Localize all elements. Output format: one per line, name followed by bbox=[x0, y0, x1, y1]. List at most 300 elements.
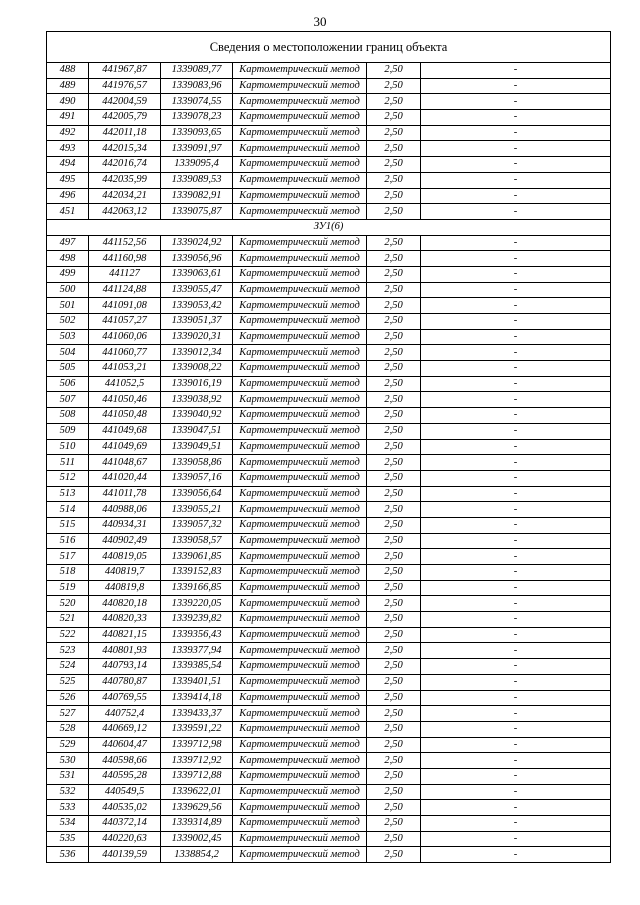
accuracy-cell: 2,50 bbox=[367, 188, 421, 204]
accuracy-cell: 2,50 bbox=[367, 157, 421, 173]
description-cell: - bbox=[421, 329, 611, 345]
description-cell: - bbox=[421, 94, 611, 110]
point-number-cell: 495 bbox=[47, 172, 89, 188]
table-row bbox=[47, 737, 611, 753]
method-cell: Картометрический метод bbox=[233, 659, 367, 675]
table-row bbox=[47, 847, 611, 863]
table-row bbox=[47, 235, 611, 251]
section-row bbox=[47, 219, 611, 235]
x-coordinate-cell: 442063,12 bbox=[89, 204, 161, 220]
description-cell: - bbox=[421, 314, 611, 330]
method-cell: Картометрический метод bbox=[233, 94, 367, 110]
x-coordinate-cell: 441052,5 bbox=[89, 376, 161, 392]
table-row bbox=[47, 768, 611, 784]
accuracy-cell: 2,50 bbox=[367, 298, 421, 314]
method-cell: Картометрический метод bbox=[233, 674, 367, 690]
point-number-cell: 512 bbox=[47, 470, 89, 486]
point-number-cell: 488 bbox=[47, 63, 89, 79]
method-cell: Картометрический метод bbox=[233, 455, 367, 471]
y-coordinate-cell: 1339356,43 bbox=[161, 627, 233, 643]
table-row bbox=[47, 533, 611, 549]
accuracy-cell: 2,50 bbox=[367, 78, 421, 94]
description-cell: - bbox=[421, 408, 611, 424]
table-row bbox=[47, 627, 611, 643]
x-coordinate-cell: 442004,59 bbox=[89, 94, 161, 110]
table-row bbox=[47, 659, 611, 675]
table-row bbox=[47, 690, 611, 706]
x-coordinate-cell: 440139,59 bbox=[89, 847, 161, 863]
y-coordinate-cell: 1339152,83 bbox=[161, 565, 233, 581]
description-cell: - bbox=[421, 486, 611, 502]
x-coordinate-cell: 441060,77 bbox=[89, 345, 161, 361]
point-number-cell: 520 bbox=[47, 596, 89, 612]
accuracy-cell: 2,50 bbox=[367, 502, 421, 518]
accuracy-cell: 2,50 bbox=[367, 408, 421, 424]
accuracy-cell: 2,50 bbox=[367, 831, 421, 847]
x-coordinate-cell: 441048,67 bbox=[89, 455, 161, 471]
description-cell: - bbox=[421, 439, 611, 455]
description-cell: - bbox=[421, 800, 611, 816]
coordinates-table bbox=[46, 31, 611, 863]
point-number-cell: 490 bbox=[47, 94, 89, 110]
y-coordinate-cell: 1339433,37 bbox=[161, 706, 233, 722]
point-number-cell: 519 bbox=[47, 580, 89, 596]
x-coordinate-cell: 441160,98 bbox=[89, 251, 161, 267]
description-cell: - bbox=[421, 659, 611, 675]
accuracy-cell: 2,50 bbox=[367, 690, 421, 706]
accuracy-cell: 2,50 bbox=[367, 784, 421, 800]
section-label: ЗУ1(6) bbox=[47, 219, 611, 235]
accuracy-cell: 2,50 bbox=[367, 517, 421, 533]
description-cell: - bbox=[421, 63, 611, 79]
x-coordinate-cell: 440902,49 bbox=[89, 533, 161, 549]
description-cell: - bbox=[421, 517, 611, 533]
x-coordinate-cell: 440669,12 bbox=[89, 721, 161, 737]
description-cell: - bbox=[421, 251, 611, 267]
y-coordinate-cell: 1339012,34 bbox=[161, 345, 233, 361]
accuracy-cell: 2,50 bbox=[367, 486, 421, 502]
accuracy-cell: 2,50 bbox=[367, 235, 421, 251]
description-cell: - bbox=[421, 266, 611, 282]
accuracy-cell: 2,50 bbox=[367, 251, 421, 267]
y-coordinate-cell: 1339629,56 bbox=[161, 800, 233, 816]
x-coordinate-cell: 442034,21 bbox=[89, 188, 161, 204]
table-row bbox=[47, 408, 611, 424]
accuracy-cell: 2,50 bbox=[367, 376, 421, 392]
method-cell: Картометрический метод bbox=[233, 251, 367, 267]
x-coordinate-cell: 440801,93 bbox=[89, 643, 161, 659]
x-coordinate-cell: 440819,8 bbox=[89, 580, 161, 596]
x-coordinate-cell: 440535,02 bbox=[89, 800, 161, 816]
point-number-cell: 497 bbox=[47, 235, 89, 251]
x-coordinate-cell: 440220,63 bbox=[89, 831, 161, 847]
table-row bbox=[47, 565, 611, 581]
y-coordinate-cell: 1339002,45 bbox=[161, 831, 233, 847]
point-number-cell: 505 bbox=[47, 361, 89, 377]
method-cell: Картометрический метод bbox=[233, 172, 367, 188]
table-row bbox=[47, 298, 611, 314]
method-cell: Картометрический метод bbox=[233, 235, 367, 251]
point-number-cell: 522 bbox=[47, 627, 89, 643]
y-coordinate-cell: 1339093,65 bbox=[161, 125, 233, 141]
x-coordinate-cell: 441124,88 bbox=[89, 282, 161, 298]
accuracy-cell: 2,50 bbox=[367, 423, 421, 439]
description-cell: - bbox=[421, 172, 611, 188]
accuracy-cell: 2,50 bbox=[367, 627, 421, 643]
point-number-cell: 500 bbox=[47, 282, 89, 298]
x-coordinate-cell: 441967,87 bbox=[89, 63, 161, 79]
table-row bbox=[47, 486, 611, 502]
method-cell: Картометрический метод bbox=[233, 565, 367, 581]
table-row bbox=[47, 800, 611, 816]
accuracy-cell: 2,50 bbox=[367, 800, 421, 816]
description-cell: - bbox=[421, 753, 611, 769]
y-coordinate-cell: 1339024,92 bbox=[161, 235, 233, 251]
x-coordinate-cell: 440780,87 bbox=[89, 674, 161, 690]
table-row bbox=[47, 63, 611, 79]
accuracy-cell: 2,50 bbox=[367, 94, 421, 110]
description-cell: - bbox=[421, 78, 611, 94]
description-cell: - bbox=[421, 361, 611, 377]
method-cell: Картометрический метод bbox=[233, 580, 367, 596]
description-cell: - bbox=[421, 596, 611, 612]
method-cell: Картометрический метод bbox=[233, 784, 367, 800]
table-row bbox=[47, 329, 611, 345]
y-coordinate-cell: 1339089,53 bbox=[161, 172, 233, 188]
x-coordinate-cell: 440598,66 bbox=[89, 753, 161, 769]
point-number-cell: 528 bbox=[47, 721, 89, 737]
x-coordinate-cell: 440821,15 bbox=[89, 627, 161, 643]
point-number-cell: 507 bbox=[47, 392, 89, 408]
accuracy-cell: 2,50 bbox=[367, 768, 421, 784]
point-number-cell: 511 bbox=[47, 455, 89, 471]
point-number-cell: 510 bbox=[47, 439, 89, 455]
y-coordinate-cell: 1339712,88 bbox=[161, 768, 233, 784]
method-cell: Картометрический метод bbox=[233, 753, 367, 769]
y-coordinate-cell: 1339008,22 bbox=[161, 361, 233, 377]
accuracy-cell: 2,50 bbox=[367, 172, 421, 188]
point-number-cell: 496 bbox=[47, 188, 89, 204]
x-coordinate-cell: 442016,74 bbox=[89, 157, 161, 173]
point-number-cell: 517 bbox=[47, 549, 89, 565]
x-coordinate-cell: 440819,7 bbox=[89, 565, 161, 581]
y-coordinate-cell: 1339056,64 bbox=[161, 486, 233, 502]
table-row bbox=[47, 706, 611, 722]
description-cell: - bbox=[421, 831, 611, 847]
table-row bbox=[47, 94, 611, 110]
x-coordinate-cell: 440820,33 bbox=[89, 612, 161, 628]
y-coordinate-cell: 1339049,51 bbox=[161, 439, 233, 455]
accuracy-cell: 2,50 bbox=[367, 737, 421, 753]
point-number-cell: 516 bbox=[47, 533, 89, 549]
y-coordinate-cell: 1339314,89 bbox=[161, 816, 233, 832]
table-row bbox=[47, 423, 611, 439]
point-number-cell: 492 bbox=[47, 125, 89, 141]
method-cell: Картометрический метод bbox=[233, 329, 367, 345]
table-row bbox=[47, 392, 611, 408]
accuracy-cell: 2,50 bbox=[367, 204, 421, 220]
point-number-cell: 529 bbox=[47, 737, 89, 753]
point-number-cell: 531 bbox=[47, 768, 89, 784]
x-coordinate-cell: 441049,68 bbox=[89, 423, 161, 439]
y-coordinate-cell: 1339712,98 bbox=[161, 737, 233, 753]
method-cell: Картометрический метод bbox=[233, 517, 367, 533]
y-coordinate-cell: 1339047,51 bbox=[161, 423, 233, 439]
accuracy-cell: 2,50 bbox=[367, 674, 421, 690]
accuracy-cell: 2,50 bbox=[367, 329, 421, 345]
accuracy-cell: 2,50 bbox=[367, 110, 421, 126]
table-row bbox=[47, 674, 611, 690]
method-cell: Картометрический метод bbox=[233, 831, 367, 847]
description-cell: - bbox=[421, 188, 611, 204]
point-number-cell: 489 bbox=[47, 78, 89, 94]
point-number-cell: 515 bbox=[47, 517, 89, 533]
table-row bbox=[47, 188, 611, 204]
description-cell: - bbox=[421, 565, 611, 581]
accuracy-cell: 2,50 bbox=[367, 612, 421, 628]
description-cell: - bbox=[421, 282, 611, 298]
method-cell: Картометрический метод bbox=[233, 298, 367, 314]
y-coordinate-cell: 1339055,47 bbox=[161, 282, 233, 298]
table-row bbox=[47, 455, 611, 471]
y-coordinate-cell: 1339063,61 bbox=[161, 266, 233, 282]
table-row bbox=[47, 157, 611, 173]
method-cell: Картометрический метод bbox=[233, 486, 367, 502]
y-coordinate-cell: 1338854,2 bbox=[161, 847, 233, 863]
y-coordinate-cell: 1339091,97 bbox=[161, 141, 233, 157]
description-cell: - bbox=[421, 533, 611, 549]
table-row bbox=[47, 502, 611, 518]
accuracy-cell: 2,50 bbox=[367, 141, 421, 157]
x-coordinate-cell: 440988,06 bbox=[89, 502, 161, 518]
y-coordinate-cell: 1339591,22 bbox=[161, 721, 233, 737]
point-number-cell: 499 bbox=[47, 266, 89, 282]
description-cell: - bbox=[421, 643, 611, 659]
description-cell: - bbox=[421, 737, 611, 753]
table-row bbox=[47, 721, 611, 737]
point-number-cell: 509 bbox=[47, 423, 89, 439]
x-coordinate-cell: 442011,18 bbox=[89, 125, 161, 141]
method-cell: Картометрический метод bbox=[233, 361, 367, 377]
y-coordinate-cell: 1339075,87 bbox=[161, 204, 233, 220]
accuracy-cell: 2,50 bbox=[367, 565, 421, 581]
description-cell: - bbox=[421, 627, 611, 643]
y-coordinate-cell: 1339016,19 bbox=[161, 376, 233, 392]
accuracy-cell: 2,50 bbox=[367, 533, 421, 549]
x-coordinate-cell: 440793,14 bbox=[89, 659, 161, 675]
x-coordinate-cell: 440819,05 bbox=[89, 549, 161, 565]
x-coordinate-cell: 440604,47 bbox=[89, 737, 161, 753]
x-coordinate-cell: 441050,48 bbox=[89, 408, 161, 424]
y-coordinate-cell: 1339166,85 bbox=[161, 580, 233, 596]
y-coordinate-cell: 1339038,92 bbox=[161, 392, 233, 408]
accuracy-cell: 2,50 bbox=[367, 282, 421, 298]
method-cell: Картометрический метод bbox=[233, 612, 367, 628]
method-cell: Картометрический метод bbox=[233, 78, 367, 94]
method-cell: Картометрический метод bbox=[233, 188, 367, 204]
method-cell: Картометрический метод bbox=[233, 282, 367, 298]
x-coordinate-cell: 440595,28 bbox=[89, 768, 161, 784]
table-row bbox=[47, 172, 611, 188]
y-coordinate-cell: 1339040,92 bbox=[161, 408, 233, 424]
method-cell: Картометрический метод bbox=[233, 376, 367, 392]
x-coordinate-cell: 440769,55 bbox=[89, 690, 161, 706]
point-number-cell: 502 bbox=[47, 314, 89, 330]
method-cell: Картометрический метод bbox=[233, 643, 367, 659]
method-cell: Картометрический метод bbox=[233, 392, 367, 408]
y-coordinate-cell: 1339095,4 bbox=[161, 157, 233, 173]
description-cell: - bbox=[421, 549, 611, 565]
x-coordinate-cell: 442015,34 bbox=[89, 141, 161, 157]
y-coordinate-cell: 1339053,42 bbox=[161, 298, 233, 314]
point-number-cell: 493 bbox=[47, 141, 89, 157]
point-number-cell: 533 bbox=[47, 800, 89, 816]
table-title: Сведения о местоположении границ объекта bbox=[47, 32, 611, 63]
description-cell: - bbox=[421, 125, 611, 141]
table-row bbox=[47, 266, 611, 282]
point-number-cell: 532 bbox=[47, 784, 89, 800]
method-cell: Картометрический метод bbox=[233, 157, 367, 173]
x-coordinate-cell: 441020,44 bbox=[89, 470, 161, 486]
table-row bbox=[47, 251, 611, 267]
table-row bbox=[47, 282, 611, 298]
y-coordinate-cell: 1339058,57 bbox=[161, 533, 233, 549]
method-cell: Картометрический метод bbox=[233, 204, 367, 220]
y-coordinate-cell: 1339220,05 bbox=[161, 596, 233, 612]
y-coordinate-cell: 1339712,92 bbox=[161, 753, 233, 769]
description-cell: - bbox=[421, 157, 611, 173]
x-coordinate-cell: 440549,5 bbox=[89, 784, 161, 800]
table-row bbox=[47, 110, 611, 126]
y-coordinate-cell: 1339401,51 bbox=[161, 674, 233, 690]
accuracy-cell: 2,50 bbox=[367, 659, 421, 675]
method-cell: Картометрический метод bbox=[233, 816, 367, 832]
method-cell: Картометрический метод bbox=[233, 110, 367, 126]
point-number-cell: 526 bbox=[47, 690, 89, 706]
point-number-cell: 508 bbox=[47, 408, 89, 424]
accuracy-cell: 2,50 bbox=[367, 266, 421, 282]
description-cell: - bbox=[421, 674, 611, 690]
table-row bbox=[47, 831, 611, 847]
y-coordinate-cell: 1339061,85 bbox=[161, 549, 233, 565]
description-cell: - bbox=[421, 784, 611, 800]
accuracy-cell: 2,50 bbox=[367, 706, 421, 722]
y-coordinate-cell: 1339089,77 bbox=[161, 63, 233, 79]
point-number-cell: 494 bbox=[47, 157, 89, 173]
description-cell: - bbox=[421, 768, 611, 784]
description-cell: - bbox=[421, 706, 611, 722]
accuracy-cell: 2,50 bbox=[367, 63, 421, 79]
x-coordinate-cell: 442035,99 bbox=[89, 172, 161, 188]
method-cell: Картометрический метод bbox=[233, 533, 367, 549]
x-coordinate-cell: 440752,4 bbox=[89, 706, 161, 722]
accuracy-cell: 2,50 bbox=[367, 596, 421, 612]
method-cell: Картометрический метод bbox=[233, 596, 367, 612]
y-coordinate-cell: 1339414,18 bbox=[161, 690, 233, 706]
y-coordinate-cell: 1339377,94 bbox=[161, 643, 233, 659]
y-coordinate-cell: 1339385,54 bbox=[161, 659, 233, 675]
table-row bbox=[47, 470, 611, 486]
point-number-cell: 523 bbox=[47, 643, 89, 659]
table-row bbox=[47, 361, 611, 377]
description-cell: - bbox=[421, 110, 611, 126]
table-row bbox=[47, 580, 611, 596]
point-number-cell: 498 bbox=[47, 251, 89, 267]
y-coordinate-cell: 1339051,37 bbox=[161, 314, 233, 330]
table-row bbox=[47, 439, 611, 455]
accuracy-cell: 2,50 bbox=[367, 580, 421, 596]
method-cell: Картометрический метод bbox=[233, 266, 367, 282]
description-cell: - bbox=[421, 502, 611, 518]
point-number-cell: 491 bbox=[47, 110, 89, 126]
description-cell: - bbox=[421, 612, 611, 628]
description-cell: - bbox=[421, 690, 611, 706]
y-coordinate-cell: 1339057,16 bbox=[161, 470, 233, 486]
method-cell: Картометрический метод bbox=[233, 423, 367, 439]
table-row bbox=[47, 141, 611, 157]
x-coordinate-cell: 441011,78 bbox=[89, 486, 161, 502]
table-row bbox=[47, 753, 611, 769]
x-coordinate-cell: 441091,08 bbox=[89, 298, 161, 314]
description-cell: - bbox=[421, 392, 611, 408]
x-coordinate-cell: 441049,69 bbox=[89, 439, 161, 455]
accuracy-cell: 2,50 bbox=[367, 721, 421, 737]
x-coordinate-cell: 441050,46 bbox=[89, 392, 161, 408]
description-cell: - bbox=[421, 580, 611, 596]
y-coordinate-cell: 1339083,96 bbox=[161, 78, 233, 94]
accuracy-cell: 2,50 bbox=[367, 125, 421, 141]
x-coordinate-cell: 440820,18 bbox=[89, 596, 161, 612]
accuracy-cell: 2,50 bbox=[367, 816, 421, 832]
y-coordinate-cell: 1339622,01 bbox=[161, 784, 233, 800]
description-cell: - bbox=[421, 204, 611, 220]
accuracy-cell: 2,50 bbox=[367, 549, 421, 565]
table-row bbox=[47, 596, 611, 612]
point-number-cell: 451 bbox=[47, 204, 89, 220]
y-coordinate-cell: 1339074,55 bbox=[161, 94, 233, 110]
method-cell: Картометрический метод bbox=[233, 408, 367, 424]
description-cell: - bbox=[421, 376, 611, 392]
point-number-cell: 503 bbox=[47, 329, 89, 345]
description-cell: - bbox=[421, 455, 611, 471]
x-coordinate-cell: 441152,56 bbox=[89, 235, 161, 251]
point-number-cell: 525 bbox=[47, 674, 89, 690]
description-cell: - bbox=[421, 235, 611, 251]
description-cell: - bbox=[421, 298, 611, 314]
method-cell: Картометрический метод bbox=[233, 549, 367, 565]
accuracy-cell: 2,50 bbox=[367, 753, 421, 769]
description-cell: - bbox=[421, 847, 611, 863]
x-coordinate-cell: 440934,31 bbox=[89, 517, 161, 533]
point-number-cell: 506 bbox=[47, 376, 89, 392]
method-cell: Картометрический метод bbox=[233, 768, 367, 784]
point-number-cell: 527 bbox=[47, 706, 89, 722]
table-row bbox=[47, 549, 611, 565]
table-title-row bbox=[47, 32, 611, 63]
accuracy-cell: 2,50 bbox=[367, 361, 421, 377]
method-cell: Картометрический метод bbox=[233, 125, 367, 141]
point-number-cell: 504 bbox=[47, 345, 89, 361]
x-coordinate-cell: 442005,79 bbox=[89, 110, 161, 126]
y-coordinate-cell: 1339239,82 bbox=[161, 612, 233, 628]
point-number-cell: 530 bbox=[47, 753, 89, 769]
method-cell: Картометрический метод bbox=[233, 847, 367, 863]
method-cell: Картометрический метод bbox=[233, 314, 367, 330]
description-cell: - bbox=[421, 141, 611, 157]
method-cell: Картометрический метод bbox=[233, 690, 367, 706]
table-row bbox=[47, 517, 611, 533]
description-cell: - bbox=[421, 816, 611, 832]
